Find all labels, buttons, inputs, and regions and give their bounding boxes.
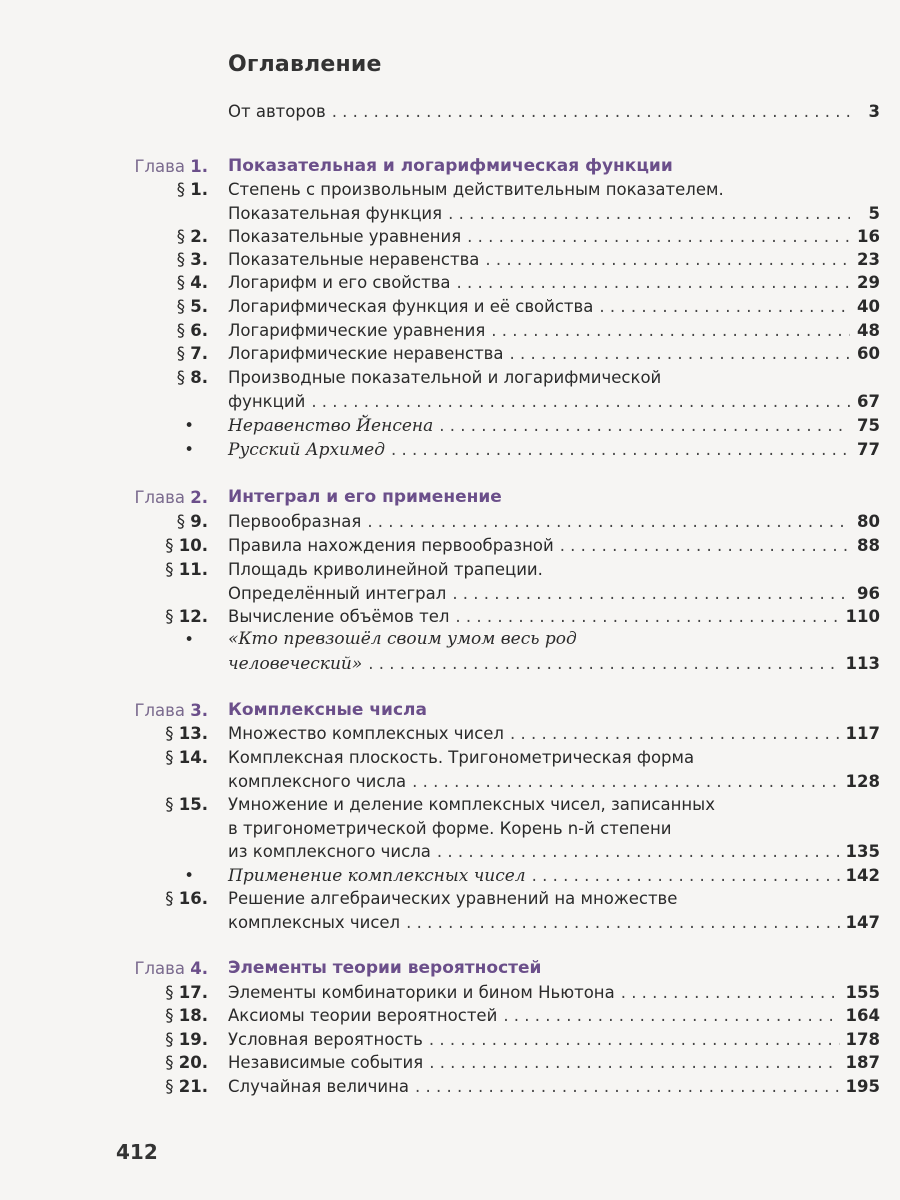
toc-entry[interactable] (0, 605, 900, 629)
entry-last-line (228, 770, 880, 794)
toc-entry[interactable] (0, 558, 900, 605)
entry-label: § (176, 250, 191, 269)
page-ref: 16 (857, 227, 880, 246)
toc-entry[interactable] (0, 248, 900, 272)
dot-leader (332, 100, 850, 124)
entry-last-line (228, 225, 880, 249)
entry-number (177, 225, 208, 249)
dot-leader (503, 1004, 839, 1028)
entry-text (228, 486, 880, 510)
toc-entry[interactable] (0, 746, 900, 793)
toc-entry[interactable] (0, 486, 900, 510)
entry-number (184, 628, 194, 652)
dot-leader (532, 864, 840, 888)
dot-leader (367, 510, 850, 534)
entry-label: § (176, 344, 191, 363)
toc-entry[interactable] (0, 699, 900, 723)
entry-last-line (228, 534, 880, 558)
page-ref: 77 (857, 440, 880, 459)
dot-leader (406, 911, 839, 935)
entry-line: Логарифмические неравенства (228, 344, 504, 363)
dot-leader (457, 271, 850, 295)
entry-text (228, 438, 880, 463)
page-ref: 117 (845, 724, 880, 743)
entry-num: 11. (178, 560, 208, 579)
dot-leader (599, 295, 850, 319)
entry-number (165, 722, 208, 746)
entry-line: Случайная величина (228, 1077, 410, 1096)
entry-line: Площадь криволинейной трапеции. (228, 560, 543, 579)
toc-entry[interactable] (0, 722, 900, 746)
dot-leader (429, 1051, 839, 1075)
entry-text (228, 366, 880, 413)
entry-number (184, 438, 194, 462)
toc-entry[interactable] (0, 366, 900, 413)
entry-number (165, 558, 208, 582)
entry-num: 9. (190, 512, 208, 531)
page-ref: 23 (857, 250, 880, 269)
page-ref: 187 (845, 1053, 880, 1072)
entry-number (177, 248, 208, 272)
dot-leader (621, 981, 840, 1005)
dot-leader (510, 342, 850, 366)
entry-line: Производные показательной и логарифмической (228, 368, 662, 387)
page-ref: 29 (857, 273, 880, 292)
toc-entry[interactable] (0, 1075, 900, 1099)
entry-line: Неравенство Йенсена (228, 416, 434, 436)
dot-leader (412, 770, 839, 794)
entry-line: Применение комплексных чисел (228, 866, 526, 886)
page-ref: 142 (845, 866, 880, 885)
entry-text (228, 1051, 880, 1075)
entry-number (165, 793, 208, 817)
page-ref: 110 (845, 607, 880, 626)
dot-leader (485, 248, 850, 272)
entry-last-line (228, 840, 880, 864)
entry-line: в тригонометрической форме. Корень n-й степени (228, 818, 672, 838)
entry-last-line (228, 271, 880, 295)
entry-num: 2. (190, 488, 208, 507)
toc-entry[interactable] (0, 510, 900, 534)
entry-text (228, 248, 880, 272)
entry-num: 6. (190, 321, 208, 340)
page-ref: 67 (857, 391, 880, 411)
entry-last-line (228, 981, 880, 1005)
entry-num: 12. (178, 607, 208, 626)
entry-label: § (165, 983, 179, 1002)
toc-entry[interactable] (0, 295, 900, 319)
entry-label: § (176, 273, 191, 292)
entry-last-line (228, 864, 880, 889)
entry-text (228, 699, 880, 723)
entry-line: Правила нахождения первообразной (228, 536, 554, 555)
entry-num: 18. (178, 1006, 208, 1025)
toc-entry[interactable] (0, 981, 900, 1005)
entry-text (228, 1028, 880, 1052)
entry-line: Логарифм и его свойства (228, 273, 451, 292)
toc-entry[interactable] (0, 864, 900, 889)
page-ref: 60 (857, 344, 880, 363)
entry-label: § (165, 724, 179, 743)
page-number: 412 (116, 1140, 158, 1164)
entry-last-line (228, 722, 880, 746)
entry-last-line (228, 605, 880, 629)
entry-line: Элементы теории вероятностей (228, 958, 542, 978)
entry-number (177, 342, 208, 366)
entry-line: Комплексные числа (228, 700, 427, 720)
toc-entry[interactable] (0, 534, 900, 558)
entry-label: § (165, 1053, 179, 1072)
entry-text (228, 534, 880, 558)
entry-label: § (165, 1006, 179, 1025)
entry-num: 2. (190, 227, 208, 246)
entry-line: Множество комплексных чисел (228, 724, 504, 743)
entry-num: 7. (190, 344, 208, 363)
entry-number (177, 319, 208, 343)
page-ref: 3 (868, 102, 880, 121)
entry-last-line (228, 100, 880, 124)
entry-last-line (228, 202, 880, 226)
entry-line: Независимые события (228, 1053, 424, 1072)
page-ref: 195 (845, 1077, 880, 1096)
toc-entry[interactable] (0, 1028, 900, 1052)
toc-title: Оглавление (228, 52, 382, 77)
entry-text (228, 414, 880, 439)
toc-entry[interactable] (0, 155, 900, 179)
entry-text (228, 722, 880, 746)
toc-entry[interactable] (0, 1051, 900, 1075)
entry-text (228, 510, 880, 534)
page-ref: 40 (857, 297, 880, 316)
entry-label: § (165, 748, 179, 767)
toc-entry[interactable] (0, 271, 900, 295)
entry-label: § (176, 321, 191, 340)
entry-last-line (228, 295, 880, 319)
entry-num: 15. (178, 795, 208, 814)
entry-number (184, 414, 194, 438)
entry-text (228, 957, 880, 981)
entry-label: Глава (134, 959, 191, 978)
entry-num: 5. (190, 297, 208, 316)
entry-text (228, 342, 880, 366)
entry-last-line (228, 510, 880, 534)
entry-last-line (228, 248, 880, 272)
dot-leader (452, 582, 850, 606)
entry-line: Интеграл и его применение (228, 487, 502, 507)
entry-label: § (176, 227, 191, 246)
entry-num: 17. (178, 983, 208, 1002)
entry-number (165, 746, 208, 770)
entry-label: § (176, 368, 191, 387)
entry-text (228, 887, 880, 934)
dot-leader (437, 840, 840, 864)
page-ref: 113 (845, 653, 880, 673)
entry-text (228, 746, 880, 793)
entry-num: 3. (190, 701, 208, 720)
dot-leader (311, 390, 850, 414)
entry-num: 10. (178, 536, 208, 555)
entry-num: 21. (178, 1077, 208, 1096)
entry-label: § (165, 795, 179, 814)
toc-entry[interactable] (0, 438, 900, 463)
entry-last-line (228, 438, 880, 463)
page-ref: 164 (845, 1006, 880, 1025)
page-ref: 96 (857, 583, 880, 603)
entry-label: § (176, 512, 191, 531)
entry-num: 16. (178, 889, 208, 908)
entry-num: 1. (190, 157, 208, 176)
entry-last-line (228, 582, 880, 606)
toc-entry[interactable] (0, 793, 900, 864)
entry-label: § (165, 1077, 179, 1096)
entry-last-line (228, 414, 880, 439)
toc-entry[interactable] (0, 1004, 900, 1028)
entry-number (165, 605, 208, 629)
entry-text (228, 558, 880, 605)
entry-label: • (184, 440, 194, 459)
entry-last-line (228, 1051, 880, 1075)
entry-text (228, 864, 880, 889)
dot-leader (368, 652, 839, 676)
entry-number (134, 486, 208, 510)
entry-label: § (165, 889, 179, 908)
entry-text (228, 178, 880, 225)
entry-last-line (228, 652, 880, 677)
entry-number (177, 366, 208, 390)
dot-leader (448, 202, 850, 226)
entry-line: Степень с произвольным действительным показателем. (228, 180, 724, 199)
entry-text (228, 628, 880, 676)
dot-leader (467, 225, 850, 249)
entry-line: комплексного числа (228, 771, 407, 791)
entry-label: § (165, 560, 179, 579)
toc-entry[interactable] (0, 957, 900, 981)
entry-num: 13. (178, 724, 208, 743)
entry-line: Логарифмические уравнения (228, 321, 486, 340)
entry-line: комплексных чисел (228, 912, 401, 932)
entry-line: Логарифмическая функция и её свойства (228, 297, 594, 316)
toc-entry[interactable] (0, 178, 900, 225)
entry-label: § (165, 1030, 179, 1049)
entry-num: 3. (190, 250, 208, 269)
entry-last-line (228, 390, 880, 414)
entry-number (165, 1028, 208, 1052)
entry-line: функций (228, 391, 306, 411)
entry-number (165, 534, 208, 558)
entry-label: Глава (134, 701, 191, 720)
entry-label: § (176, 180, 191, 199)
entry-text (228, 1004, 880, 1028)
entry-line: Первообразная (228, 512, 362, 531)
entry-last-line (228, 319, 880, 343)
page-ref: 75 (857, 416, 880, 435)
entry-number (165, 1075, 208, 1099)
entry-line: человеческий» (228, 653, 363, 674)
entry-text (228, 225, 880, 249)
toc-entry[interactable] (0, 414, 900, 439)
dot-leader (415, 1075, 840, 1099)
entry-number (134, 957, 208, 981)
entry-number (177, 271, 208, 295)
entry-label: • (184, 866, 194, 885)
entry-line: Решение алгебраических уравнений на множестве (228, 889, 678, 908)
entry-number (177, 178, 208, 202)
toc-entry[interactable] (0, 100, 900, 124)
dot-leader (510, 722, 840, 746)
toc-entry[interactable] (0, 887, 900, 934)
entry-line: Показательная и логарифмическая функции (228, 156, 673, 176)
entry-last-line (228, 1028, 880, 1052)
entry-line: Комплексная плоскость. Тригонометрическая форма (228, 748, 695, 767)
entry-label: § (165, 536, 179, 555)
entry-text (228, 271, 880, 295)
page-ref: 5 (868, 203, 880, 223)
page-ref: 155 (845, 983, 880, 1002)
page-ref: 48 (857, 321, 880, 340)
entry-num: 19. (178, 1030, 208, 1049)
entry-line: Показательные неравенства (228, 250, 480, 269)
entry-line: Показательная функция (228, 203, 443, 223)
entry-last-line (228, 1075, 880, 1099)
toc-entry[interactable] (0, 225, 900, 249)
entry-label: § (176, 297, 191, 316)
entry-line: Условная вероятность (228, 1030, 423, 1049)
entry-number (165, 1004, 208, 1028)
entry-num: 4. (190, 273, 208, 292)
entry-number (165, 887, 208, 911)
entry-num: 8. (190, 368, 208, 387)
entry-line: Умножение и деление комплексных чисел, записанных (228, 795, 715, 814)
entry-text (228, 319, 880, 343)
entry-line: «Кто превзошёл своим умом весь род (228, 629, 577, 649)
entry-number (165, 1051, 208, 1075)
entry-last-line (228, 1004, 880, 1028)
entry-text (228, 295, 880, 319)
toc-entry[interactable] (0, 628, 900, 676)
page-ref: 80 (857, 512, 880, 531)
entry-num: 4. (190, 959, 208, 978)
entry-number (134, 155, 208, 179)
entry-number (177, 510, 208, 534)
entry-label: Глава (134, 488, 191, 507)
page-ref: 147 (845, 912, 880, 932)
entry-line: Определённый интеграл (228, 583, 447, 603)
entry-line: Показательные уравнения (228, 227, 462, 246)
dot-leader (391, 438, 850, 462)
entry-text (228, 1075, 880, 1099)
dot-leader (560, 534, 850, 558)
entry-line: Элементы комбинаторики и бином Ньютона (228, 983, 615, 1002)
entry-number (134, 699, 208, 723)
entry-text (228, 793, 880, 864)
entry-line: Аксиомы теории вероятностей (228, 1006, 498, 1025)
entry-text (228, 100, 880, 124)
page-ref: 88 (857, 536, 880, 555)
entry-line: из комплексного числа (228, 842, 431, 861)
entry-text (228, 155, 880, 179)
page-ref: 135 (845, 842, 880, 861)
toc-entry[interactable] (0, 319, 900, 343)
dot-leader (429, 1028, 840, 1052)
dot-leader (491, 319, 850, 343)
entry-line: Русский Архимед (228, 440, 386, 460)
page-ref: 128 (845, 771, 880, 791)
dot-leader (439, 414, 850, 438)
entry-label: • (184, 630, 194, 649)
entry-label: Глава (134, 157, 191, 176)
entry-number (165, 981, 208, 1005)
entry-label: § (165, 607, 179, 626)
entry-text (228, 981, 880, 1005)
entry-line: От авторов (228, 102, 326, 121)
dot-leader (455, 605, 839, 629)
entry-num: 14. (178, 748, 208, 767)
entry-number (184, 864, 194, 888)
entry-last-line (228, 342, 880, 366)
entry-label: • (184, 416, 194, 435)
entry-num: 20. (178, 1053, 208, 1072)
entry-text (228, 605, 880, 629)
entry-line: Вычисление объёмов тел (228, 607, 450, 626)
page-ref: 178 (845, 1030, 880, 1049)
entry-num: 1. (190, 180, 208, 199)
entry-number (177, 295, 208, 319)
toc-entry[interactable] (0, 342, 900, 366)
entry-last-line (228, 911, 880, 935)
